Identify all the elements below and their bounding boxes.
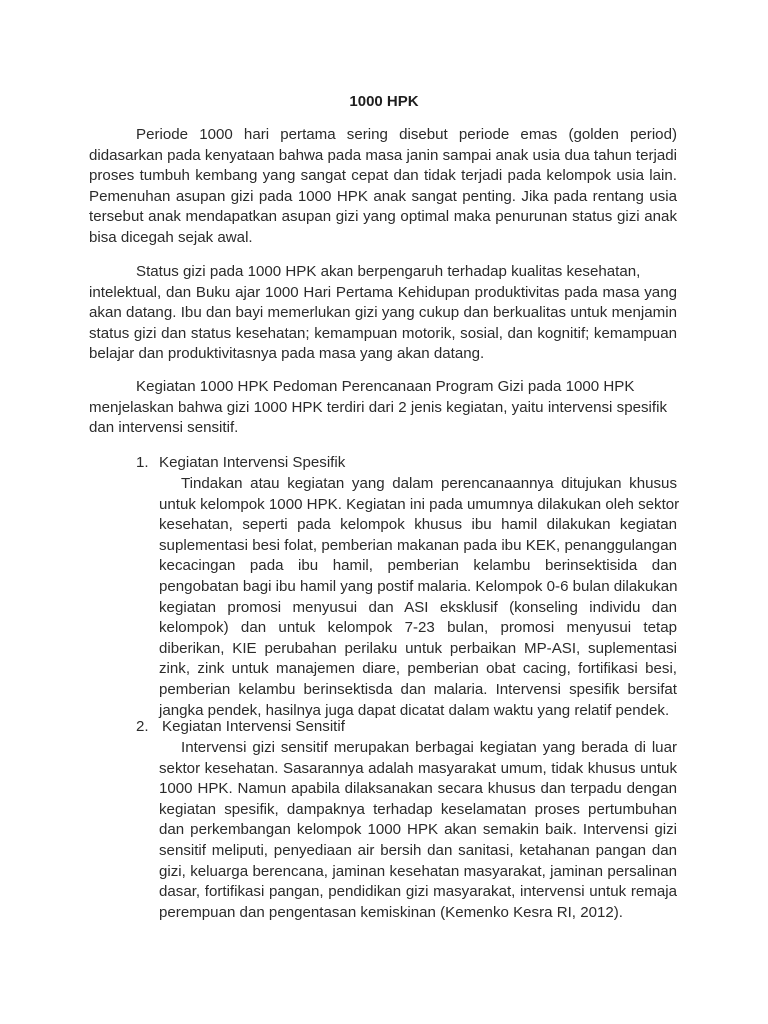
- text-line: pemberian kelambu berinsektisda dan malaria. Intervensi spesifik bersifat: [159, 680, 677, 698]
- text-line: 1000 HPK. Namun apabila dilaksanakan secara khusus dan terpadu dengan: [159, 780, 677, 798]
- paragraph-golden-period: [89, 125, 677, 249]
- text-line: Periode 1000 hari pertama sering disebut periode emas (golden period): [136, 126, 677, 143]
- text-line: kecacingan pada ibu hamil, pemberian kelambu berinsektisida dan: [159, 557, 677, 575]
- text-line: kegiatan spesifik, dampaknya terhadap keselamatan proses pertumbuhan: [159, 800, 677, 818]
- text-line: dasar, fortifikasi pangan, pendidikan gizi masyarakat, intervensi untuk remaja: [159, 883, 677, 901]
- document-title: 1000 HPK: [349, 93, 419, 110]
- text-line: sensitif meliputi, penyediaan air bersih dan sanitasi, ketahanan pangan dan: [159, 841, 677, 859]
- text-line: tersebut anak mendapatkan asupan gizi yang optimal maka penurunan status gizi anak: [89, 208, 677, 226]
- list-number: 2.: [136, 718, 149, 735]
- text-line: gizi, keluarga berencana, jaminan kesehatan masyarakat, jaminan persalinan: [159, 862, 677, 880]
- text-line: pengobatan bagi ibu hamil yang postif malaria. Kelompok 0-6 bulan dilakukan: [159, 577, 678, 595]
- text-line: Pemenuhan asupan gizi pada 1000 HPK anak sangat penting. Jika pada rentang usia: [89, 187, 677, 205]
- text-line: Tindakan atau kegiatan yang dalam perencanaannya ditujukan khusus: [181, 475, 677, 492]
- paragraph-kegiatan: [89, 377, 667, 439]
- text-line: proses tumbuh kembang yang sangat cepat dan tidak terjadi pada kelompok usia lain.: [89, 167, 677, 185]
- text-line: akan datang. Ibu dan bayi memerlukan gizi yang cukup dan berkualitas untuk menjamin: [89, 304, 677, 322]
- text-line: belajar dan produktivitasnya pada masa yang akan datang.: [89, 345, 485, 363]
- paragraph-status-gizi: [89, 262, 677, 365]
- list-item-body-sensitif: [159, 738, 677, 923]
- text-line: suplementasi besi folat, pemberian makanan pada ibu KEK, penanggulangan: [159, 536, 677, 554]
- text-line: status gizi dan status kesehatan; kemampuan motorik, sosial, dan kognitif; kemampuan: [89, 324, 677, 342]
- list-item-body-spesifik: [159, 474, 680, 721]
- text-line: menjelaskan bahwa gizi 1000 HPK terdiri dari 2 jenis kegiatan, yaitu intervensi spesifik: [89, 398, 667, 416]
- text-line: kegiatan promosi menyusui dan ASI eksklusif (konseling individu dan: [159, 598, 677, 616]
- list-number: 1.: [136, 454, 149, 471]
- text-line: intelektual, dan Buku ajar 1000 Hari Pertama Kehidupan produktivitas pada masa yang: [89, 283, 677, 301]
- text-line: jangka pendek, hasilnya juga dapat dicatat dalam waktu yang relatif pendek.: [159, 701, 670, 719]
- text-line: didasarkan pada kenyataan bahwa pada masa janin sampai anak usia dua tahun terjadi: [89, 146, 677, 164]
- text-line: diberikan, KIE perubahan perilaku untuk perbaikan MP-ASI, suplementasi: [159, 639, 677, 657]
- text-line: dan perkembangan kelompok 1000 HPK akan semakin baik. Intervensi gizi: [159, 821, 677, 839]
- text-line: kelompok) dan untuk kelompok 7-23 bulan, promosi menyusui tetap: [159, 619, 677, 637]
- text-line: Intervensi gizi sensitif merupakan berbagai kegiatan yang berada di luar: [181, 739, 677, 756]
- text-line: Kegiatan 1000 HPK Pedoman Perencanaan Program Gizi pada 1000 HPK: [136, 378, 635, 395]
- text-line: bisa dicegah sejak awal.: [89, 228, 253, 246]
- text-line: Status gizi pada 1000 HPK akan berpengaruh terhadap kualitas kesehatan,: [136, 263, 641, 280]
- list-label: Kegiatan Intervensi Spesifik: [159, 454, 346, 471]
- text-line: kesehatan, seperti pada kelompok khusus ibu hamil dilakukan kegiatan: [159, 516, 677, 534]
- text-line: sektor kesehatan. Sasarannya adalah masyarakat umum, tidak khusus untuk: [159, 759, 677, 777]
- list-label: Kegiatan Intervensi Sensitif: [162, 718, 345, 735]
- text-line: zink, zink untuk manajemen diare, pemberian obat cacing, fortifikasi besi,: [159, 660, 677, 678]
- text-line: perempuan dan pengentasan kemiskinan (Kemenko Kesra RI, 2012).: [159, 903, 623, 921]
- text-line: dan intervensi sensitif.: [89, 419, 239, 437]
- text-line: untuk kelompok 1000 HPK. Kegiatan ini pada umumnya dilakukan oleh sektor: [159, 495, 680, 513]
